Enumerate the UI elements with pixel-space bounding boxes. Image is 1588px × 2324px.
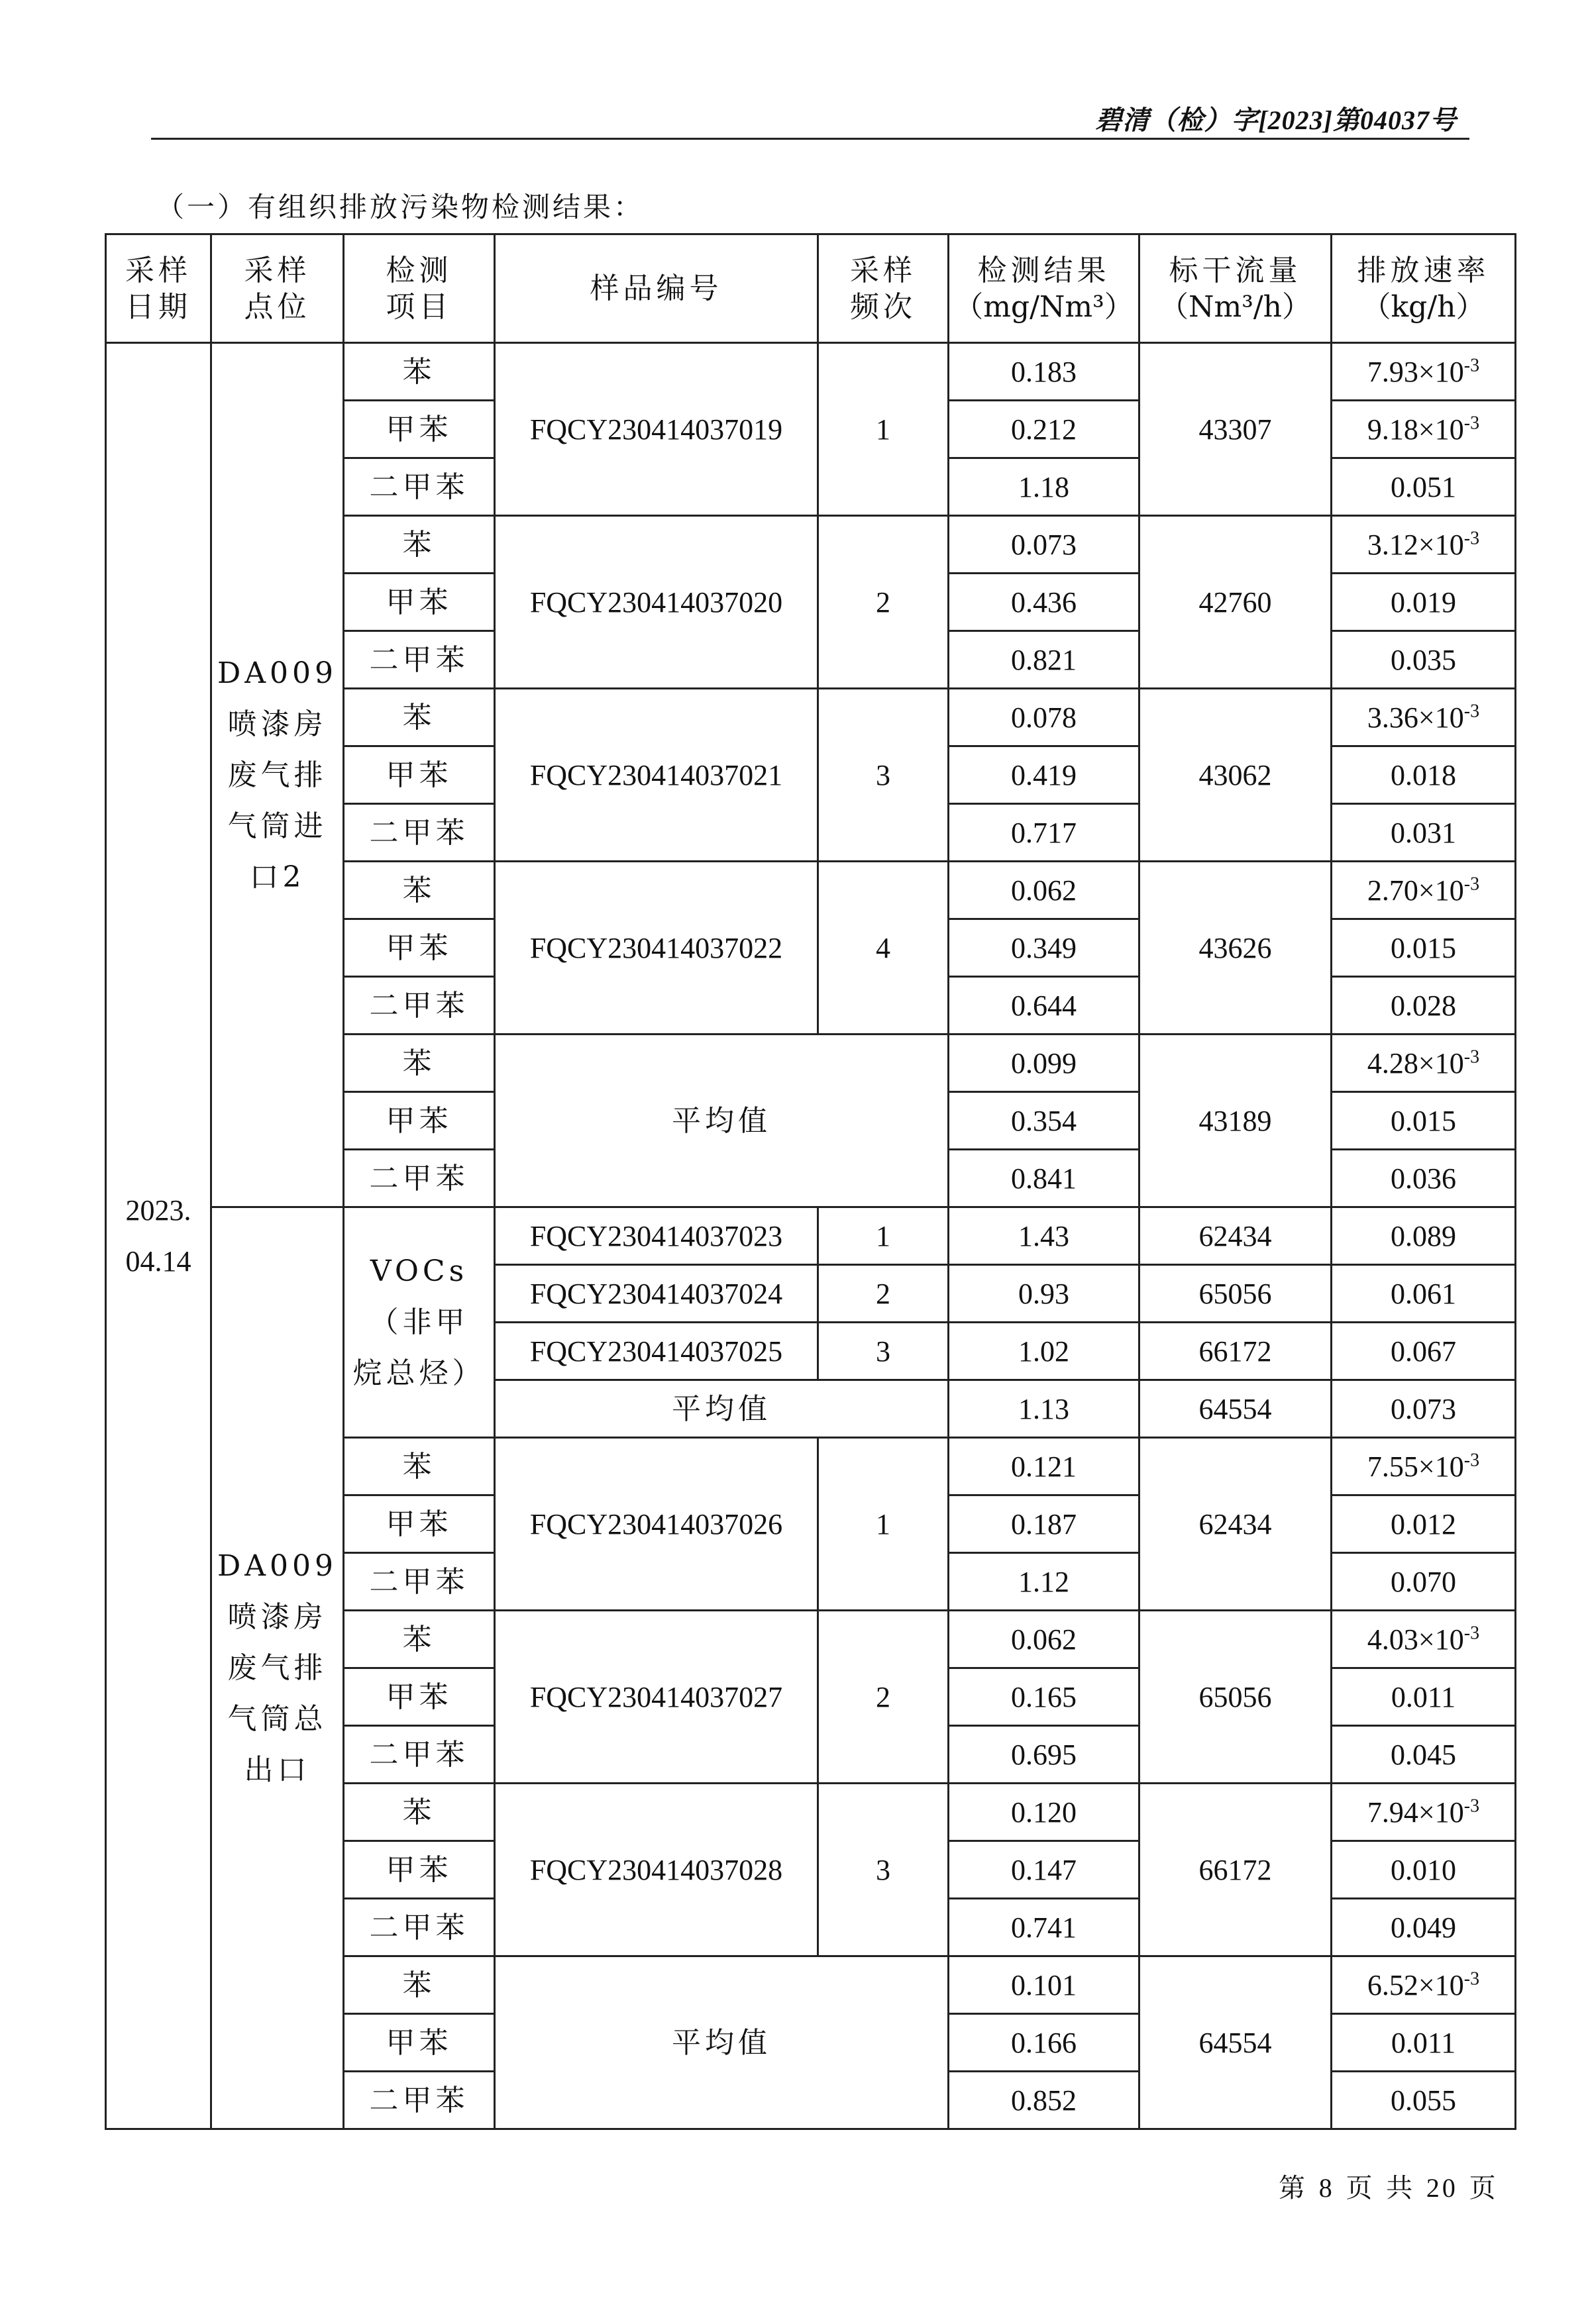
result-value: 0.099	[949, 1035, 1139, 1092]
result-value: 0.062	[949, 862, 1139, 919]
rate-value: $7.94\times 10^{-3}$	[1332, 1784, 1516, 1841]
rate-value: 0.061	[1332, 1265, 1516, 1323]
header-sample-number: 样品编号	[495, 234, 818, 343]
rate-value: 0.055	[1332, 2072, 1516, 2129]
result-value: 0.349	[949, 919, 1139, 977]
flow-value: 66172	[1139, 1323, 1332, 1380]
frequency: 1	[818, 1438, 949, 1611]
test-item: 二甲苯	[344, 1553, 495, 1611]
rate-value: 0.011	[1332, 1668, 1516, 1726]
result-value: 0.436	[949, 574, 1139, 631]
flow-value: 64554	[1139, 1956, 1332, 2129]
sample-number: FQCY230414037027	[495, 1611, 818, 1784]
flow-value: 65056	[1139, 1265, 1332, 1323]
flow-value: 62434	[1139, 1207, 1332, 1265]
inlet-sampling-point: DA009 喷漆房 废气排 气筒进 口2	[211, 343, 344, 1207]
result-value: 0.147	[949, 1841, 1139, 1899]
rate-value: $4.03\times 10^{-3}$	[1332, 1611, 1516, 1668]
test-item: 苯	[344, 1784, 495, 1841]
rate-value: 0.073	[1332, 1380, 1516, 1438]
test-item: 甲苯	[344, 1668, 495, 1726]
rate-value: 0.010	[1332, 1841, 1516, 1899]
rate-value: 0.015	[1332, 1092, 1516, 1150]
test-item: 二甲苯	[344, 631, 495, 689]
frequency: 2	[818, 1611, 949, 1784]
rate-value: $6.52\times 10^{-3}$	[1332, 1956, 1516, 2014]
average-label: 平均值	[495, 1035, 949, 1207]
result-value: 0.852	[949, 2072, 1139, 2129]
report-number: 碧清（检）字[2023]第04037号	[1095, 105, 1457, 135]
average-label: 平均值	[495, 1956, 949, 2129]
result-value: 0.062	[949, 1611, 1139, 1668]
sample-number: FQCY230414037024	[495, 1265, 818, 1323]
result-value: 0.695	[949, 1726, 1139, 1784]
result-value: 0.821	[949, 631, 1139, 689]
result-value: 0.841	[949, 1150, 1139, 1207]
rate-value: 0.035	[1332, 631, 1516, 689]
result-value: 1.02	[949, 1323, 1139, 1380]
rate-value: 0.067	[1332, 1323, 1516, 1380]
result-value: 1.13	[949, 1380, 1139, 1438]
test-item: 苯	[344, 689, 495, 746]
test-item: 二甲苯	[344, 1150, 495, 1207]
sample-number: FQCY230414037022	[495, 862, 818, 1035]
test-item: 甲苯	[344, 919, 495, 977]
rate-value: 0.031	[1332, 804, 1516, 862]
header-sampling-point: 采样 点位	[211, 234, 344, 343]
rate-value: 0.036	[1332, 1150, 1516, 1207]
test-item: 甲苯	[344, 1092, 495, 1150]
result-value: 0.120	[949, 1784, 1139, 1841]
test-item: 甲苯	[344, 746, 495, 804]
rate-value: 0.051	[1332, 458, 1516, 516]
header-rate: 排放速率 （kg/h）	[1332, 234, 1516, 343]
frequency: 3	[818, 1784, 949, 1956]
rate-value: 0.070	[1332, 1553, 1516, 1611]
result-value: 1.43	[949, 1207, 1139, 1265]
result-value: 0.078	[949, 689, 1139, 746]
rate-value: 0.011	[1332, 2014, 1516, 2072]
result-value: 0.166	[949, 2014, 1139, 2072]
result-value: 0.101	[949, 1956, 1139, 2014]
flow-value: 43189	[1139, 1035, 1332, 1207]
result-value: 0.187	[949, 1495, 1139, 1553]
result-value: 0.212	[949, 401, 1139, 458]
sample-number: FQCY230414037028	[495, 1784, 818, 1956]
rate-value: 0.049	[1332, 1899, 1516, 1956]
sample-number: FQCY230414037021	[495, 689, 818, 862]
sample-number: FQCY230414037025	[495, 1323, 818, 1380]
header-rule	[151, 138, 1469, 140]
result-value: 0.93	[949, 1265, 1139, 1323]
sample-number: FQCY230414037026	[495, 1438, 818, 1611]
test-item: 二甲苯	[344, 2072, 495, 2129]
test-item: 苯	[344, 1956, 495, 2014]
test-item: 甲苯	[344, 1495, 495, 1553]
flow-value: 66172	[1139, 1784, 1332, 1956]
result-value: 0.165	[949, 1668, 1139, 1726]
test-item: 二甲苯	[344, 804, 495, 862]
frequency: 1	[818, 343, 949, 516]
test-item: 甲苯	[344, 1841, 495, 1899]
rate-value: $7.55\times 10^{-3}$	[1332, 1438, 1516, 1495]
rate-value: 0.045	[1332, 1726, 1516, 1784]
result-value: 0.354	[949, 1092, 1139, 1150]
frequency: 4	[818, 862, 949, 1035]
result-value: 1.18	[949, 458, 1139, 516]
frequency: 1	[818, 1207, 949, 1265]
rate-value: $7.93\times 10^{-3}$	[1332, 343, 1516, 401]
average-label: 平均值	[495, 1380, 949, 1438]
sample-number: FQCY230414037019	[495, 343, 818, 516]
result-value: 0.183	[949, 343, 1139, 401]
page-footer: 第 8 页 共 20 页	[1279, 2173, 1499, 2203]
rate-value: 0.019	[1332, 574, 1516, 631]
rate-value: $3.36\times 10^{-3}$	[1332, 689, 1516, 746]
test-item: 苯	[344, 1035, 495, 1092]
rate-value: $4.28\times 10^{-3}$	[1332, 1035, 1516, 1092]
sample-number: FQCY230414037023	[495, 1207, 818, 1265]
result-value: 1.12	[949, 1553, 1139, 1611]
header-frequency: 采样 频次	[818, 234, 949, 343]
result-value: 0.419	[949, 746, 1139, 804]
outlet-sampling-point: DA009 喷漆房 废气排 气筒总 出口	[211, 1207, 344, 2129]
test-item: 二甲苯	[344, 458, 495, 516]
test-item: 二甲苯	[344, 977, 495, 1035]
vocs-item: VOCs （非甲 烷总烃）	[344, 1207, 495, 1438]
rate-value: 0.089	[1332, 1207, 1516, 1265]
result-value: 0.121	[949, 1438, 1139, 1495]
rate-value: 0.028	[1332, 977, 1516, 1035]
rate-value: $9.18\times 10^{-3}$	[1332, 401, 1516, 458]
rate-value: $2.70\times 10^{-3}$	[1332, 862, 1516, 919]
test-item: 苯	[344, 516, 495, 574]
frequency: 2	[818, 516, 949, 689]
test-item: 二甲苯	[344, 1899, 495, 1956]
results-table	[105, 233, 1516, 2130]
test-item: 甲苯	[344, 574, 495, 631]
flow-value: 62434	[1139, 1438, 1332, 1611]
header-flow: 标干流量 （Nm³/h）	[1139, 234, 1332, 343]
header-test-item: 检测 项目	[344, 234, 495, 343]
frequency: 2	[818, 1265, 949, 1323]
flow-value: 65056	[1139, 1611, 1332, 1784]
test-item: 苯	[344, 343, 495, 401]
rate-value: 0.015	[1332, 919, 1516, 977]
results-body	[106, 343, 1516, 2129]
rate-value: 0.012	[1332, 1495, 1516, 1553]
result-value: 0.717	[949, 804, 1139, 862]
rate-value: $3.12\times 10^{-3}$	[1332, 516, 1516, 574]
flow-value: 64554	[1139, 1380, 1332, 1438]
flow-value: 42760	[1139, 516, 1332, 689]
sample-number: FQCY230414037020	[495, 516, 818, 689]
header-result: 检测结果 （mg/Nm³）	[949, 234, 1139, 343]
flow-value: 43307	[1139, 343, 1332, 516]
sampling-date: 2023. 04.14	[106, 343, 211, 2129]
frequency: 3	[818, 689, 949, 862]
rate-value: 0.018	[1332, 746, 1516, 804]
frequency: 3	[818, 1323, 949, 1380]
flow-value: 43062	[1139, 689, 1332, 862]
test-item: 苯	[344, 1611, 495, 1668]
result-value: 0.741	[949, 1899, 1139, 1956]
result-value: 0.073	[949, 516, 1139, 574]
test-item: 甲苯	[344, 401, 495, 458]
test-item: 苯	[344, 1438, 495, 1495]
result-value: 0.644	[949, 977, 1139, 1035]
flow-value: 43626	[1139, 862, 1332, 1035]
test-item: 二甲苯	[344, 1726, 495, 1784]
section-title: （一）有组织排放污染物检测结果：	[156, 191, 645, 223]
test-item: 甲苯	[344, 2014, 495, 2072]
header-sampling-date: 采样 日期	[106, 234, 211, 343]
test-item: 苯	[344, 862, 495, 919]
